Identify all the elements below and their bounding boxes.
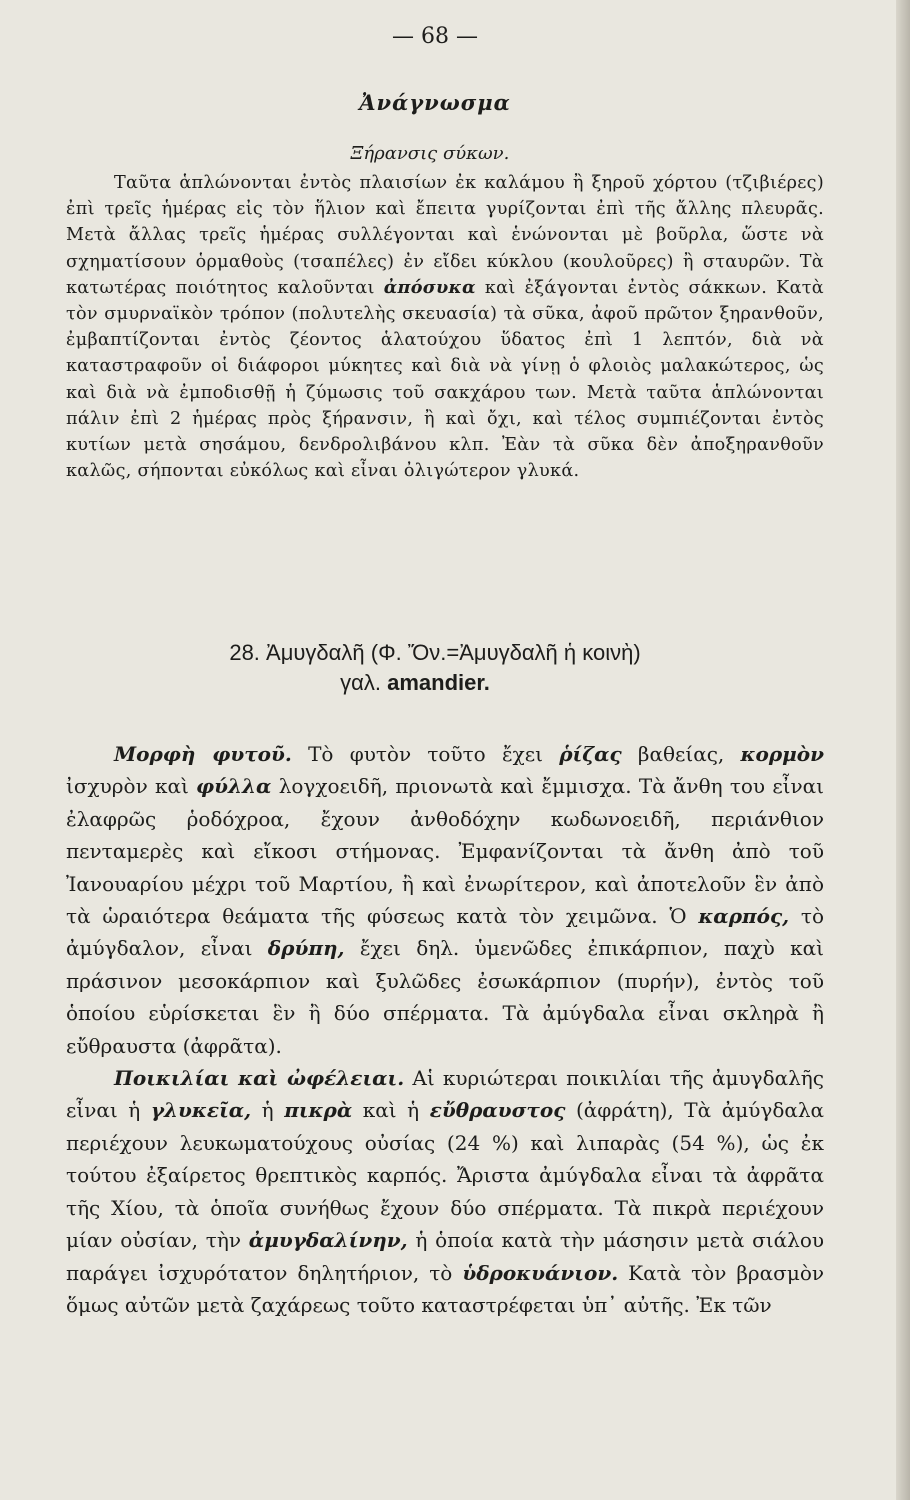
section-subheading: Ξήρανσις σύκων. xyxy=(350,143,510,164)
text: Αἱ κυριώτεραι ποικιλίαι τῆς ἀμυγδαλῆς εἶναι ἡ xyxy=(66,1066,824,1123)
paragraph-heading: Ποικιλίαι καὶ ὠφέλειαι. xyxy=(114,1066,405,1091)
paragraph-heading: Μορφὴ φυτοῦ. xyxy=(114,742,292,766)
paragraph-varieties xyxy=(66,1062,824,1321)
bold-term: καρπός, xyxy=(698,904,790,929)
text: Κατὰ τὸν βρασμὸν ὅμως αὐτῶν μετὰ ζαχάρεως τοῦτο καταστρέφεται ὑπ᾽ αὐτῆς. Ἐκ τῶν xyxy=(66,1260,825,1317)
text: Τὸ φυτὸν τοῦτο ἔχει xyxy=(308,742,544,766)
text: ἡ xyxy=(261,1098,274,1123)
bold-term: ῥίζας xyxy=(559,742,622,766)
entry-number: 28. xyxy=(229,640,260,665)
bold-term: πικρὰ xyxy=(284,1098,353,1123)
bold-term: φύλλα xyxy=(196,774,272,799)
almond-text xyxy=(66,738,824,1321)
french-label: γαλ. xyxy=(340,670,381,695)
text: λογχοειδῆ, πριονωτὰ καὶ ἔμμισχα. Τὰ ἄνθη του εἶναι ἐλαφρῶς ῥοδόχροα, ἔχουν ἀνθοδόχην κωδωνοειδῆ, περιάνθιον πενταμερὲς καὶ εἴκοσι στήμονας. Ἐμφανίζονται τὰ ἄνθη ἀπὸ τοῦ Ἰανουαρίου μέχρι τοῦ Μαρτίου, ἢ καὶ ἐνωρίτερον, καὶ ἀποτελοῦν ἓν ἀπὸ τὰ ὡραιότερα θεάματα τῆς φύσεως κατὰ τὸν χειμῶνα. Ὁ xyxy=(66,774,825,929)
entry-title-line1: Ἀμυγδαλῆ (Φ. Ὄν.=Ἀμυγδαλῆ ἡ κοινὴ) xyxy=(266,640,641,665)
bold-term: ὑδροκυάνιον. xyxy=(462,1260,619,1285)
paragraph-plant-form xyxy=(66,738,824,1062)
bold-term: γλυκεῖα, xyxy=(150,1098,252,1123)
text: ἡ ὁποία κατὰ τὴν μάσησιν μετὰ σιάλου παράγει ἰσχυρότατον δηλητήριον, τὸ xyxy=(66,1228,825,1285)
french-name: amandier. xyxy=(387,670,490,695)
text: ἔχει δηλ. ὑμενῶδες ἐπικάρπιον, παχὺ καὶ πράσινον μεσοκάρπιον καὶ ξυλῶδες ἐσωκάρπιον (πυρήν), ἐντὸς τοῦ ὁποίου εὑρίσκεται ἓν ἢ δύο σπέρματα. Τὰ ἀμύγδαλα εἶναι σκληρὰ ἢ εὔθραυστα (ἀφρᾶτα). xyxy=(66,936,825,1058)
bold-term: δρύπη, xyxy=(267,936,345,961)
page-spine-shadow xyxy=(896,0,910,1500)
paragraph-text: Ταῦτα ἁπλώνονται ἐντὸς πλαισίων ἐκ καλάμου ἢ ξηροῦ χόρτου (τζιβιέρες) ἐπὶ τρεῖς ἡμέρας εἰς τὸν ἥλιον καὶ ἔπειτα γυρίζονται ἐπὶ τῆς ἄλλης πλευρᾶς. Μετὰ ἄλλας τρεῖς ἡμέρας συλλέγονται καὶ ἑνώνονται μὲ βοῦρλα, ὥστε νὰ σχηματίσουν ὁρμαθοὺς (τσαπέλες) ἐν εἴδει κύκλου (κουλοῦρες) ἢ σταυρῶν. Τὰ κατωτέρας ποιότητος καλοῦνται xyxy=(66,173,824,298)
text: καὶ ἡ xyxy=(362,1098,420,1123)
fig-drying-text xyxy=(66,170,824,484)
entry-title-line2 xyxy=(0,668,870,698)
bold-term: εὔθραυστος xyxy=(429,1098,566,1123)
bold-term: ἀπόσυκα xyxy=(383,276,476,298)
paragraph-text: καὶ ἐξάγονται ἐντὸς σάκκων. Κατὰ τὸν σμυρναϊκὸν τρόπον (πολυτελὴς σκευασία) τὰ σῦκα, ἀφοῦ πρῶτον ξηρανθοῦν, ἐμβαπτίζονται ἐντὸς ζέοντος ἁλατούχου ὕδατος ἐπὶ 1 λεπτόν, διὰ νὰ καταστραφοῦν οἱ διάφοροι μύκητες καὶ διὰ νὰ γίνῃ ὁ φλοιὸς μαλακώτερος, ὡς καὶ διὰ νὰ ἐμποδισθῇ ἡ ζύμωσις τοῦ σακχάρου των. Μετὰ ταῦτα ἁπλώνονται πάλιν ἐπὶ 2 ἡμέρας πρὸς ξήρανσιν, ἢ καὶ ὄχι, καὶ τέλος συμπιέζονται ἐντὸς κυτίων μετὰ σησάμου, δενδρολιβάνου κλπ. Ἐὰν τὰ σῦκα δὲν ἀποξηρανθοῦν καλῶς, σήπονται εὐκόλως καὶ εἶναι ὀλιγώτερον γλυκά. xyxy=(66,277,824,482)
section-heading: Ἀνάγνωσμα xyxy=(359,90,511,115)
text: (ἀφράτη), Τὰ ἀμύγδαλα περιέχουν λευκωματούχους οὐσίας (24 %) καὶ λιπαρὰς (54 %), ὡς ἐκ τούτου ἐξαίρετος θρεπτικὸς καρπός. Ἄριστα ἀμύγδαλα εἶναι τὰ ἀφρᾶτα τῆς Χίου, τὰ ὁποῖα συνήθως ἔχουν δύο σπέρματα. Τὰ πικρὰ περιέχουν μίαν οὐσίαν, τὴν xyxy=(66,1098,825,1253)
paragraph xyxy=(66,170,824,484)
text: τὸ ἀμύγδαλον, εἶναι xyxy=(66,904,825,961)
text: ἰσχυρὸν καὶ xyxy=(66,774,189,799)
bold-term: ἀμυγδαλίνην, xyxy=(248,1228,408,1253)
bold-term: κορμὸν xyxy=(740,742,825,766)
text: βαθείας, xyxy=(637,742,725,766)
entry-title xyxy=(0,638,870,698)
page-number: — 68 — xyxy=(392,24,478,49)
